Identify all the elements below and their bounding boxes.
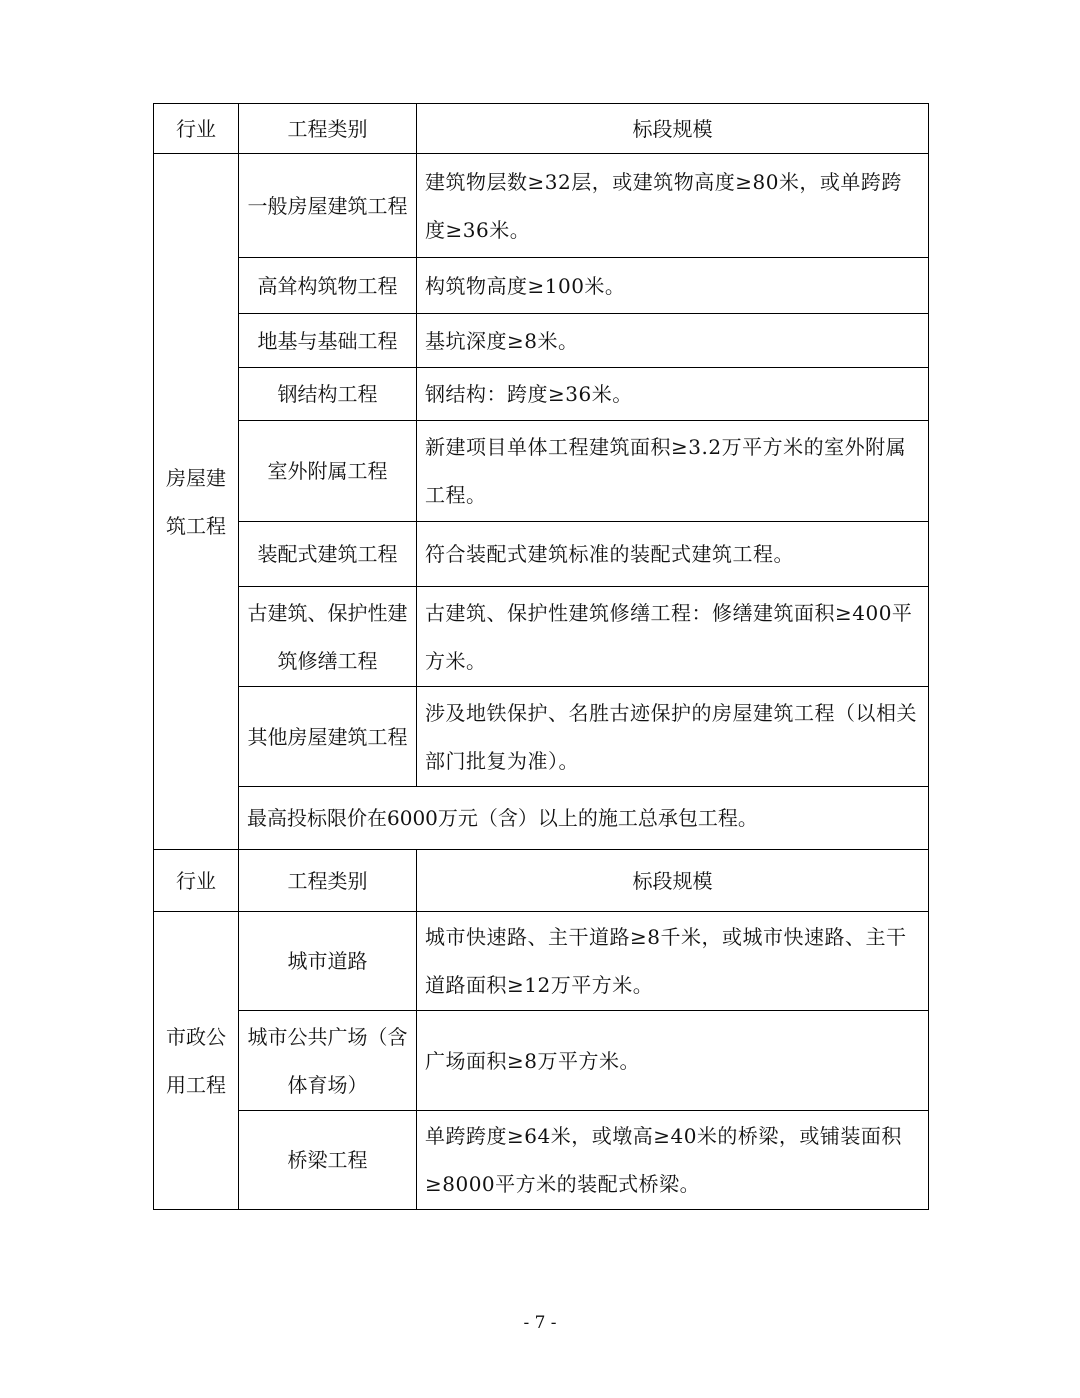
industry-municipal: 市政公用工程 bbox=[154, 912, 239, 1210]
category-cell: 城市道路 bbox=[239, 912, 417, 1011]
table-row bbox=[154, 912, 929, 1011]
header-industry: 行业 bbox=[154, 104, 239, 154]
scale-cell: 符合装配式建筑标准的装配式建筑工程。 bbox=[417, 522, 929, 587]
table-row bbox=[154, 314, 929, 368]
scale-cell: 广场面积≥8万平方米。 bbox=[417, 1011, 929, 1111]
table-row bbox=[154, 687, 929, 787]
table-header-row bbox=[154, 104, 929, 154]
category-cell: 装配式建筑工程 bbox=[239, 522, 417, 587]
table-row bbox=[154, 368, 929, 421]
category-cell: 古建筑、保护性建筑修缮工程 bbox=[239, 587, 417, 687]
table-row bbox=[154, 154, 929, 258]
table-row bbox=[154, 587, 929, 687]
header-scale: 标段规模 bbox=[417, 850, 929, 912]
category-cell: 城市公共广场（含体育场） bbox=[239, 1011, 417, 1111]
table-row bbox=[154, 421, 929, 522]
page-number: - 7 - bbox=[523, 1313, 557, 1333]
scale-cell: 古建筑、保护性建筑修缮工程：修缮建筑面积≥400平方米。 bbox=[417, 587, 929, 687]
table-row bbox=[154, 522, 929, 587]
table-row bbox=[154, 787, 929, 850]
category-cell: 桥梁工程 bbox=[239, 1111, 417, 1210]
category-cell: 室外附属工程 bbox=[239, 421, 417, 522]
table-row bbox=[154, 258, 929, 314]
category-cell: 钢结构工程 bbox=[239, 368, 417, 421]
table-header-row bbox=[154, 850, 929, 912]
scale-cell: 城市快速路、主干道路≥8千米，或城市快速路、主干道路面积≥12万平方米。 bbox=[417, 912, 929, 1011]
category-cell: 高耸构筑物工程 bbox=[239, 258, 417, 314]
scale-cell: 单跨跨度≥64米，或墩高≥40米的桥梁，或铺装面积≥8000平方米的装配式桥梁。 bbox=[417, 1111, 929, 1210]
table-row bbox=[154, 1011, 929, 1111]
category-cell: 一般房屋建筑工程 bbox=[239, 154, 417, 258]
scale-cell: 构筑物高度≥100米。 bbox=[417, 258, 929, 314]
scale-cell: 涉及地铁保护、名胜古迹保护的房屋建筑工程（以相关部门批复为准）。 bbox=[417, 687, 929, 787]
industry-housing: 房屋建筑工程 bbox=[154, 154, 239, 850]
header-industry: 行业 bbox=[154, 850, 239, 912]
scale-cell: 基坑深度≥8米。 bbox=[417, 314, 929, 368]
header-category: 工程类别 bbox=[239, 104, 417, 154]
header-category: 工程类别 bbox=[239, 850, 417, 912]
category-cell: 其他房屋建筑工程 bbox=[239, 687, 417, 787]
category-cell: 地基与基础工程 bbox=[239, 314, 417, 368]
project-scale-table bbox=[153, 103, 929, 1210]
scale-cell: 建筑物层数≥32层，或建筑物高度≥80米，或单跨跨度≥36米。 bbox=[417, 154, 929, 258]
table-row bbox=[154, 1111, 929, 1210]
header-scale: 标段规模 bbox=[417, 104, 929, 154]
housing-note: 最高投标限价在6000万元（含）以上的施工总承包工程。 bbox=[239, 787, 929, 850]
scale-cell: 钢结构：跨度≥36米。 bbox=[417, 368, 929, 421]
scale-cell: 新建项目单体工程建筑面积≥3.2万平方米的室外附属工程。 bbox=[417, 421, 929, 522]
